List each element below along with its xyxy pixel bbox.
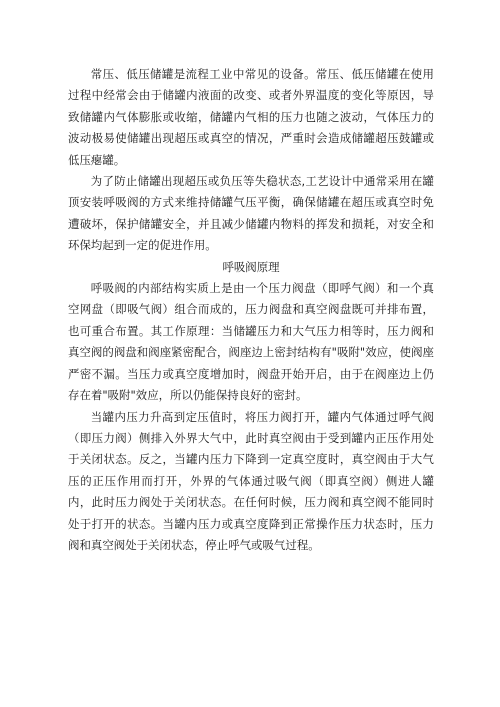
paragraph-purpose: 为了防止储罐出现超压或负压等失稳状态,工艺设计中通常采用在罐顶安装呼吸阀的方式来维持储罐气压平衡，确保储罐在超压或真空时免遭破坏，保护储罐安全，并且减少储罐内物料的挥发和损耗，对安全和环保均起到一定的促进作用。: [68, 174, 434, 253]
section-title: 呼吸阀原理: [222, 259, 280, 274]
paragraph-intro: 常压、低压储罐是流程工业中常见的设备。常压、低压储罐在使用过程中经常会由于储罐内液面的改变、或者外界温度的变化等原因，导致储罐内气体膨胀或收缩，储罐内气相的压力也随之波动，气体压力的波动极易使储罐出现超压或真空的情况，严重时会造成储罐超压鼓罐或低压瘪罐。: [68, 67, 434, 167]
paragraph-structure: 呼吸阀的内部结构实质上是由一个压力阀盘（即呼气阀）和一个真空网盘（即吸气阀）组合而成的，压力阀盘和真空阀盘既可并排布置，也可重合布置。其工作原理：当储罐压力和大气压力相等时，压力阀和真空阀的阀盘和阀座紧密配合，阀座边上密封结构有"吸附"效应，使阀座严密不漏。当压力或真空度增加时，阀盘开始开启，由于在阀座边上仍存在着"吸附"效应，所以仍能保持良好的密封。: [68, 281, 434, 403]
document-page: [68, 64, 434, 556]
paragraph-operation: 当罐内压力升高到定压值时，将压力阀打开，罐内气体通过呼气阀（即压力阀）侧排入外界大气中，此时真空阀由于受到罐内正压作用处于关闭状态。反之，当罐内压力下降到一定真空度时，真空阀由于大气压的正压作用而打开，外界的气体通过吸气阀（即真空阀）侧进人罐内，此时压力阀处于关闭状态。在任何时候，压力阀和真空阀不能同时处于打开的状态。当罐内压力或真空度降到正常操作压力状态时，压力阀和真空阀处于关闭状态，停止呼气或吸气过程。: [68, 409, 434, 552]
